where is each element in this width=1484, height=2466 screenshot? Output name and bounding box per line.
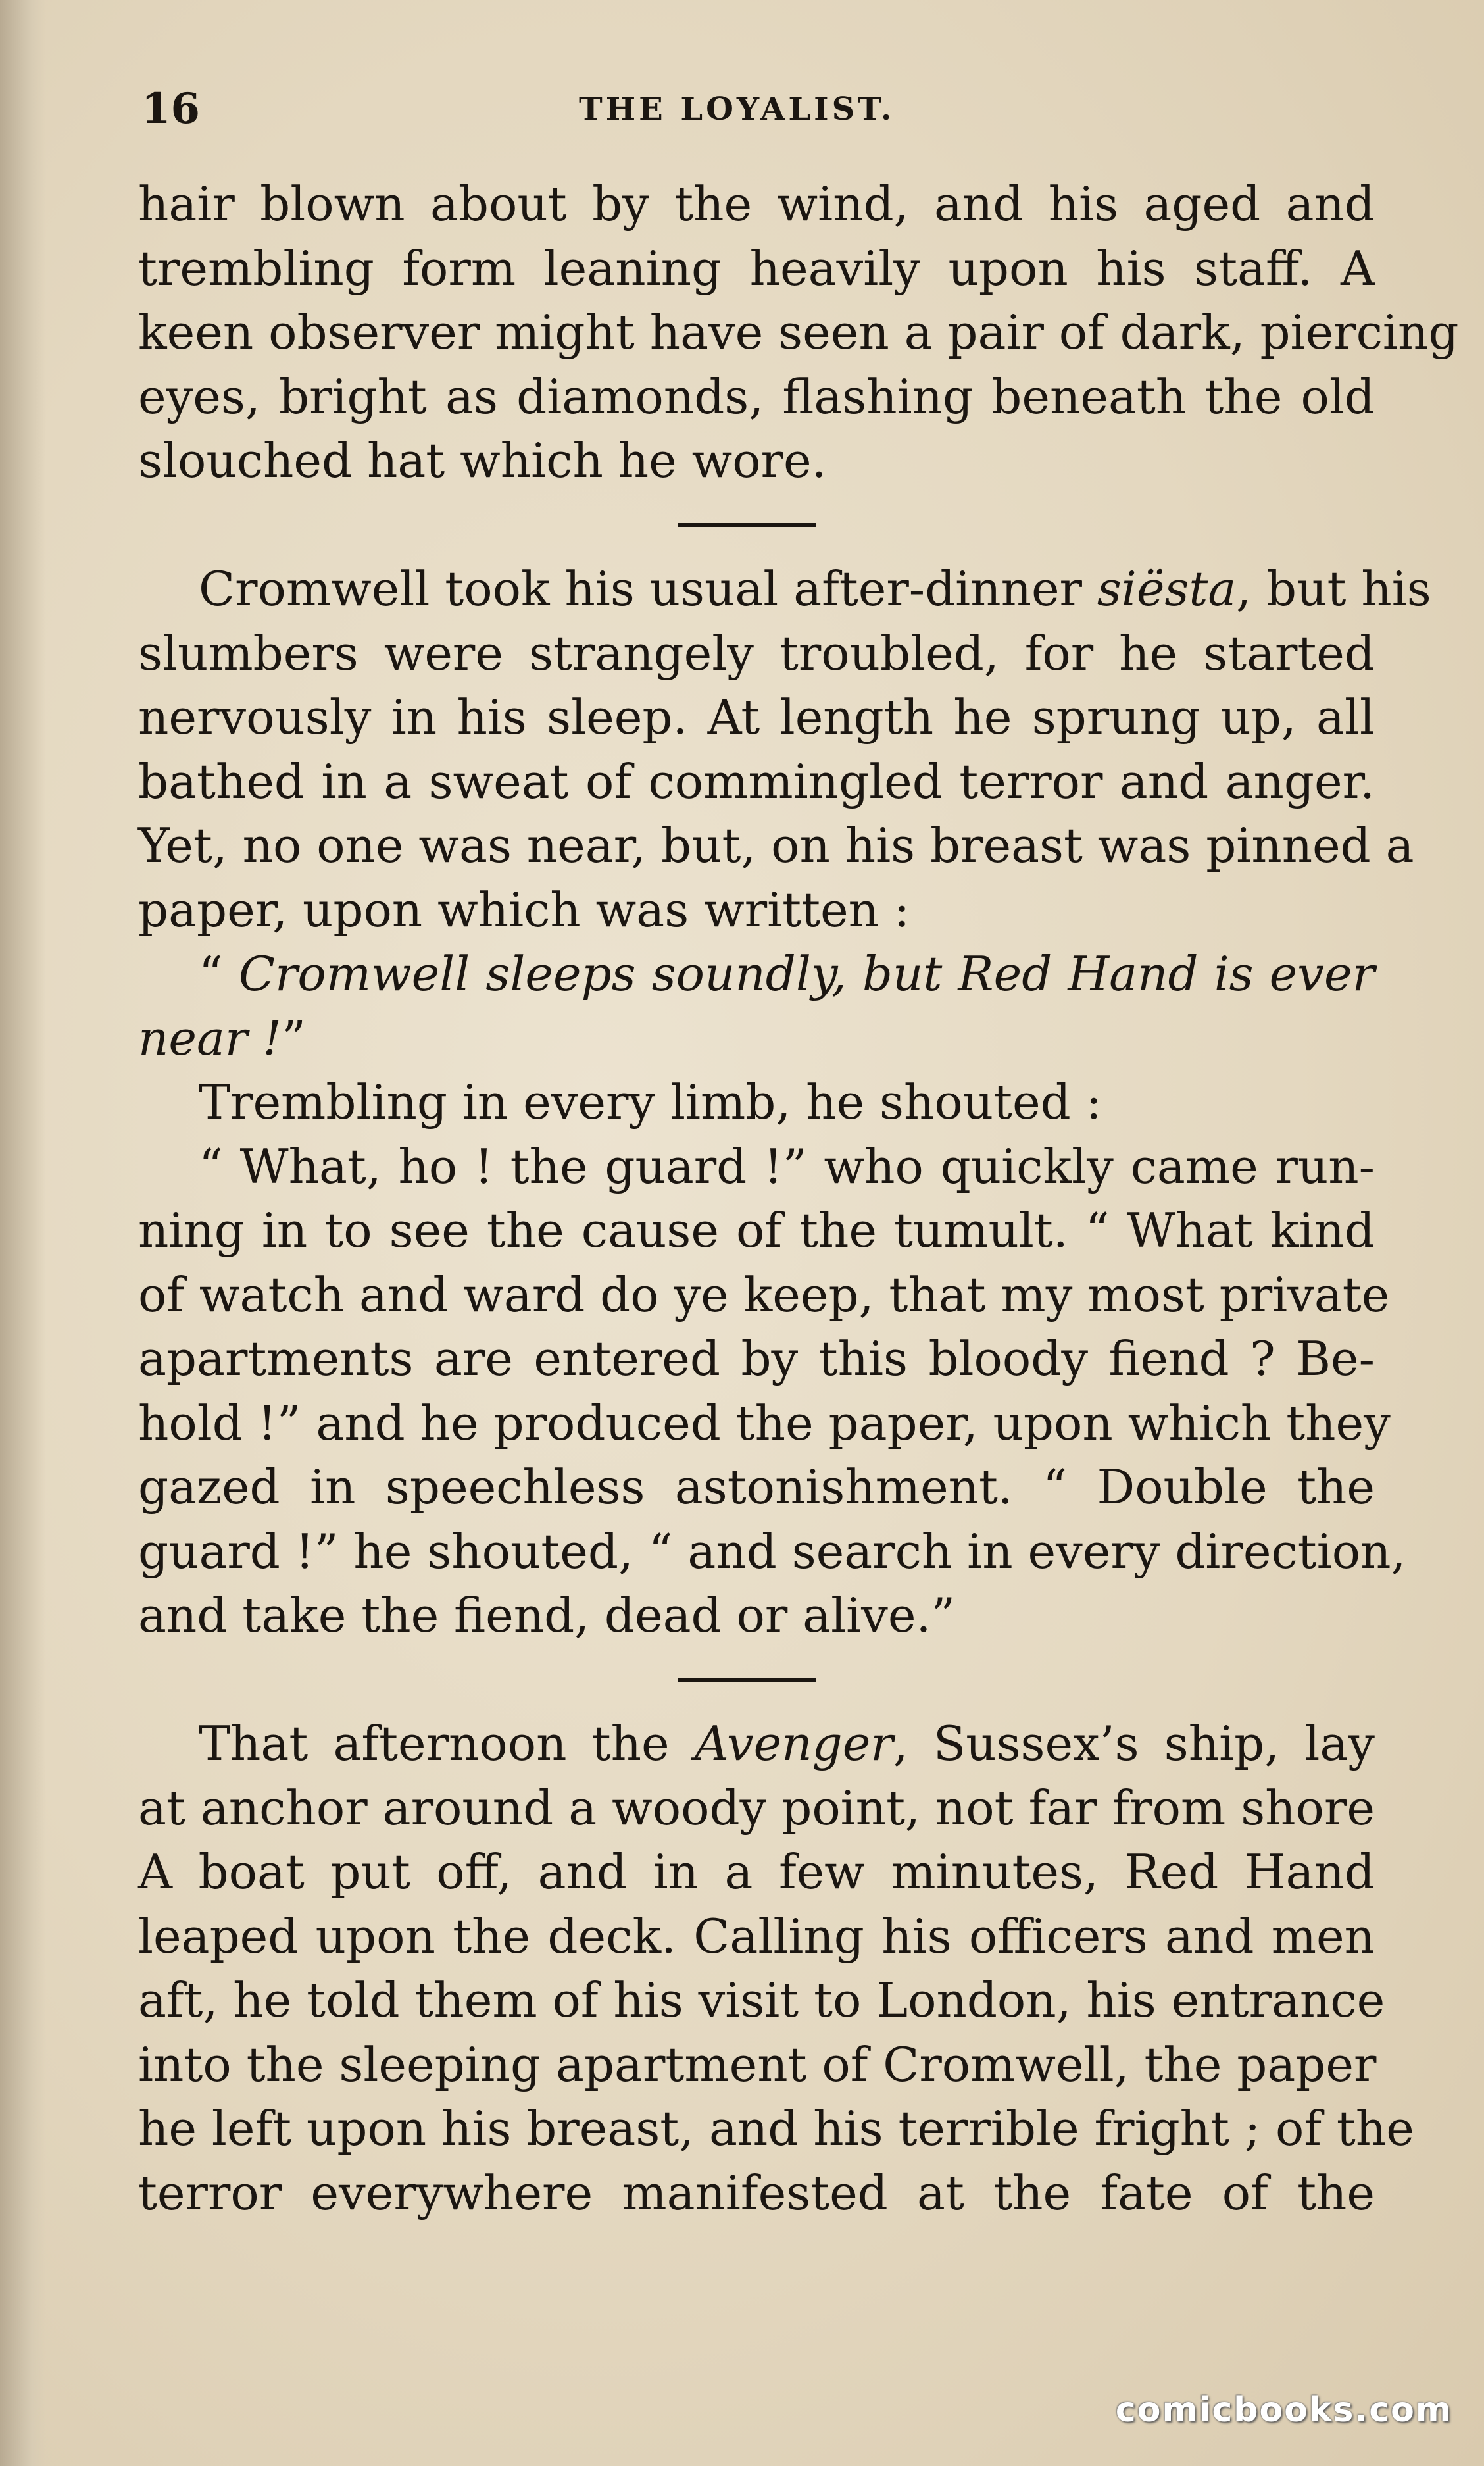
text-line: near !” xyxy=(138,1010,306,1066)
text-line: That afternoon the Avenger, Sussex’s ship, lay xyxy=(199,1716,1375,1771)
text-line: leaped upon the deck. Calling his officers and men xyxy=(138,1908,1375,1964)
text-line: nervously in his sleep. At length he sprung up, all xyxy=(138,690,1375,745)
text-line: of watch and ward do ye keep, that my most private xyxy=(138,1267,1390,1322)
italic-text: siësta xyxy=(1097,561,1237,616)
text-line: trembling form leaning heavily upon his staff. A xyxy=(138,240,1375,296)
section-divider xyxy=(138,493,1375,558)
page-number: 16 xyxy=(141,84,201,134)
text-line: guard !” he shouted, “ and search in every direction, xyxy=(138,1523,1406,1579)
italic-text: Avenger xyxy=(694,1716,893,1771)
text-line: A boat put off, and in a few minutes, Red Hand xyxy=(138,1844,1375,1900)
italic-text: near ! xyxy=(138,1010,282,1066)
text-line: Yet, no one was near, but, on his breast was pinned a xyxy=(138,818,1414,873)
text-line: eyes, bright as diamonds, flashing beneath the old xyxy=(138,368,1375,424)
text-line: keen observer might have seen a pair of dark, piercing xyxy=(138,305,1459,360)
text-line: slouched hat which he wore. xyxy=(138,433,827,488)
text-line: Trembling in every limb, he shouted : xyxy=(199,1074,1102,1130)
italic-text: Cromwell sleeps soundly, but Red Hand is ever xyxy=(238,946,1375,1001)
text-line: ning in to see the cause of the tumult. “ What kind xyxy=(138,1203,1375,1258)
text-line: at anchor around a woody point, not far from shore xyxy=(138,1780,1375,1836)
text-line: Cromwell took his usual after-dinner siësta, but his xyxy=(199,561,1431,616)
running-head: THE LOYALIST. xyxy=(579,91,895,128)
page-gutter-shadow xyxy=(0,0,46,2466)
page-header xyxy=(135,84,1372,143)
watermark: comicbooks.com xyxy=(1115,2390,1452,2430)
text-line: bathed in a sweat of commingled terror and anger. xyxy=(138,753,1375,809)
text-line: “ What, ho ! the guard !” who quickly came run- xyxy=(199,1138,1375,1194)
text-line: slumbers were strangely troubled, for he started xyxy=(138,625,1375,681)
text-line: paper, upon which was written : xyxy=(138,882,910,938)
body-text xyxy=(138,172,1459,2225)
text-line: aft, he told them of his visit to London, his entrance xyxy=(138,1973,1385,2028)
text-line: “ Cromwell sleeps soundly, but Red Hand is ever xyxy=(199,946,1375,1001)
text-line: apartments are entered by this bloody fiend ? Be- xyxy=(138,1331,1375,1386)
section-divider xyxy=(138,1648,1375,1713)
text-line: and take the fiend, dead or alive.” xyxy=(138,1588,956,1643)
text-line: terror everywhere manifested at the fate of the xyxy=(138,2165,1375,2221)
text-line: hair blown about by the wind, and his aged and xyxy=(138,176,1375,232)
text-line: gazed in speechless astonishment. “ Double the xyxy=(138,1459,1375,1515)
text-line: hold !” and he produced the paper, upon which they xyxy=(138,1395,1391,1451)
text-line: into the sleeping apartment of Cromwell, the paper xyxy=(138,2036,1377,2092)
text-line: he left upon his breast, and his terrible fright ; of the xyxy=(138,2101,1414,2156)
